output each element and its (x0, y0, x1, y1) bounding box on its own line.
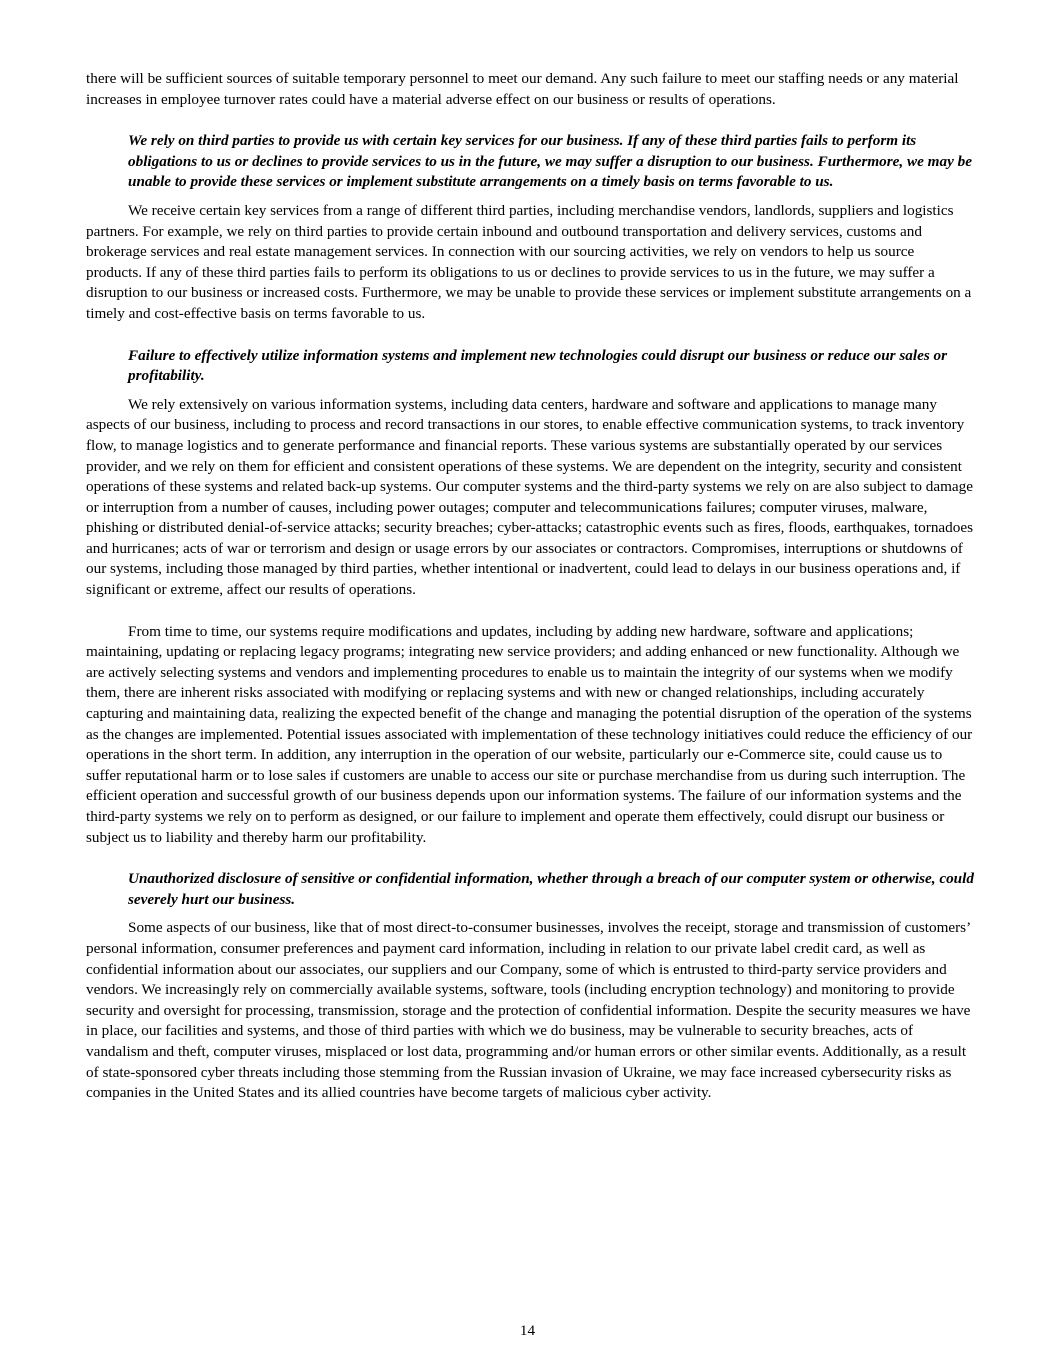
section-paragraph-information-systems-2: From time to time, our systems require modifications and updates, including by adding new hardware, software and applications; maintaining, updating or replacing legacy programs; integrating new service providers; and adding enhanced or new functionality. Although we are actively selecting systems and vendors and implementing procedures to enable us to maintain the integrity of our systems when we modify them, there are inherent risks associated with modifying or replacing systems and with new or changed relationships, including accurately capturing and maintaining data, realizing the expected benefit of the change and managing the potential disruption of the operation of the systems as the changes are implemented. Potential issues associated with implementation of these technology initiatives could reduce the efficiency of our operations in the short term. In addition, any interruption in the operation of our website, particularly our e-Commerce site, could cause us to suffer reputational harm or to lose sales if customers are unable to access our site or purchase merchandise from us during such interruption. The efficient operation and successful growth of our business depends upon our information systems. The failure of our information systems and the third-party systems we rely on to perform as designed, or our failure to implement and operate them effectively, could disrupt our business or subject us to liability and thereby harm our profitability. (86, 622, 973, 846)
spacer (86, 848, 974, 869)
spacer (86, 110, 974, 131)
spacer (86, 910, 974, 918)
section-paragraph-third-parties: We receive certain key services from a range of different third parties, including merchandise vendors, landlords, suppliers and logistics partners. For example, we rely on third parties to provide certain inbound and outbound transportation and delivery services, customs and brokerage services and real estate management services. In connection with our sourcing activities, we rely on vendors to help us source products. If any of these third parties fails to perform its obligations to us or declines to provide services to us in the future, we may suffer a disruption to our business or increased costs. Furthermore, we may be unable to provide these services or implement substitute arrangements on a timely and cost-effective basis on terms favorable to us. (86, 201, 972, 322)
intro-paragraph: there will be sufficient sources of suitable temporary personnel to meet our demand. Any such failure to meet our staffing needs or any material increases in employee turnover rates could have a material adverse effect on our business or results of operations. (86, 70, 959, 108)
section-heading-information-systems: Failure to effectively utilize information systems and implement new technologies could disrupt our business or reduce our sales or profitability. (128, 346, 948, 385)
spacer (86, 325, 974, 346)
page-number: 14 (519, 1322, 536, 1339)
section-heading-third-parties: We rely on third parties to provide us with certain key services for our business. If any of these third parties fails to perform its obligations to us or declines to provide services to us in the future, we may suffer a disruption to our business. Furthermore, we may be unable to provide these services or implement substitute arrangements on a timely basis on terms favorable to us. (128, 132, 972, 191)
section-paragraph-unauthorized-disclosure: Some aspects of our business, like that of most direct-to-consumer businesses, involves the receipt, storage and transmission of customers’ personal information, consumer preferences and payment card information, including in relation to our private label credit card, as well as confidential information about our associates, our suppliers and our Company, some of which is entrusted to third-party service providers and vendors. We increasingly rely on commercially available systems, software, tools (including encryption technology) and monitoring to provide security and oversight for processing, transmission, storage and the protection of confidential information. Despite the security measures we have in place, our facilities and systems, and those of third parties with which we do business, may be vulnerable to security breaches, acts of vandalism and theft, computer viruses, misplaced or lost data, programming and/or human errors or other similar events. Additionally, as a result of state-sponsored cyber threats including those stemming from the Russian invasion of Ukraine, we may face increased cybersecurity risks as companies in the United States and its allied countries have become targets of malicious cyber activity. (86, 919, 971, 1102)
spacer (86, 387, 974, 395)
section-paragraph-information-systems-1: We rely extensively on various information systems, including data centers, hardware and software and applications to manage many aspects of our business, including to process and record transactions in our stores, to enable effective communication systems, to track inventory flow, to manage logistics and to generate performance and financial reports. These various systems are substantially operated by our services provider, and we rely on them for efficient and consistent operations of these systems. We are dependent on the integrity, security and consistent operations of these systems and related back-up systems. Our computer systems and the third-party systems we rely on are also subject to damage or interruption from a number of causes, including power outages; computer and telecommunications failures; computer viruses, malware, phishing or distributed denial-of-service attacks; security breaches; cyber-attacks; catastrophic events such as fires, floods, earthquakes, tornadoes and hurricanes; acts of war or terrorism and design or usage errors by our associates or contractors. Compromises, interruptions or shutdowns of our systems, including those managed by third parties, whether intentional or inadvertent, could lead to delays in our business operations and, if significant or extreme, affect our results of operations. (86, 395, 974, 599)
spacer (86, 193, 974, 201)
spacer (86, 601, 974, 622)
section-heading-unauthorized-disclosure: Unauthorized disclosure of sensitive or confidential information, whether through a breach of our computer system or otherwise, could severely hurt our business. (128, 870, 974, 908)
document-page (86, 69, 974, 1104)
